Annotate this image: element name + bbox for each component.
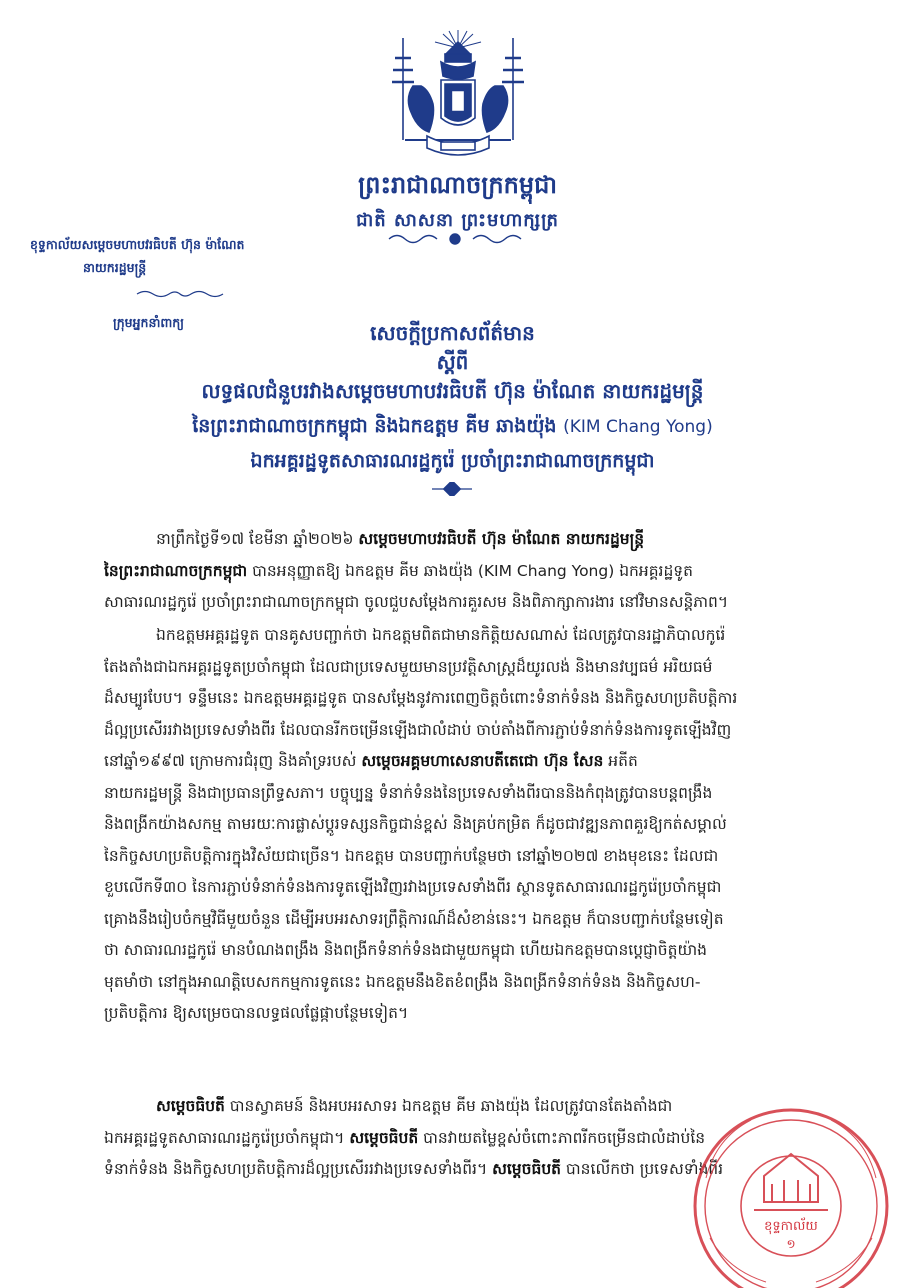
p3-l2-bold: សម្ដេចធិបតី [349, 1128, 419, 1147]
royal-coat-of-arms-emblem [383, 28, 533, 166]
official-seal-stamp [676, 1098, 905, 1288]
p3-l1-text: បានស្វាគមន៍ និងអបអរសាទរ ឯកឧត្តម គីម ឆាងយ៉ុង ដែលត្រូវបានតែងតាំងជា [224, 1097, 673, 1115]
body-paragraph-1 [104, 524, 857, 619]
office-ornament-divider [135, 289, 225, 299]
title-subject-line2-latin: (KIM Chang Yong) [563, 417, 713, 437]
kingdom-name: ព្រះរាជាណាចក្រកម្ពុជា [358, 171, 557, 199]
paragraph-2-line-10: គ្រោងនឹងរៀបចំកម្មវិធីមួយចំនួន ដើម្បីអបអរសាទរព្រឹត្តិការណ៍ដ៏សំខាន់នេះ។ ឯកឧត្តម ក៏បានបញ្ជាក់បន្ថែមទៀត [104, 909, 724, 928]
paragraph-2-line-4: ដ៏ល្អប្រសើររវាងប្រទេសទាំងពីរ ដែលបានរីកចម្រើនឡើងជាលំដាប់ ចាប់តាំងពីការភ្ជាប់ទំនាក់ទំនងការទូតឡើងវិញ [104, 720, 732, 739]
paragraph-2-line-13: ប្រតិបត្តិការ ឱ្យសម្រេចបានលទ្ធផលផ្លែផ្កាបន្ថែមទៀត។ [104, 1004, 409, 1022]
title-ornament-icon [430, 482, 474, 496]
p3-l3-bold: សម្ដេចធិបតី [492, 1160, 561, 1178]
p1-l2-bold: នៃព្រះរាជាណាចក្រកម្ពុជា [104, 561, 248, 580]
paragraph-2-line-12: មុតមាំថា នៅក្នុងអាណត្តិបេសកកម្មការទូតនេះ ឯកឧត្តមនឹងខិតខំពង្រឹង និងពង្រីកទំនាក់ទំនង និងកិច្ចសហ- [104, 972, 701, 991]
paragraph-2-line-2: តែងតាំងជាឯកអគ្គរដ្ឋទូតប្រចាំកម្ពុជា ដែលជាប្រទេសមួយមានប្រវត្តិសាស្ត្រដ៏យូរលង់ និងមានវប្បធម៌ អរិយធម៌ [104, 657, 713, 676]
p1-l1-bold: សម្ដេចមហាបវរធិបតី ហ៊ុន ម៉ាណែត នាយករដ្ឋមន្ត្រី [358, 530, 645, 548]
title-subject-line3: ឯកអគ្គរដ្ឋទូតសាធារណរដ្ឋកូរ៉េ ប្រចាំព្រះរាជាណាចក្រកម្ពុជា [250, 450, 655, 472]
paragraph-2-line-7: និងពង្រីកយ៉ាងសកម្ម តាមរយៈការផ្លាស់ប្ដូរទស្សនកិច្ចជាន់ខ្ពស់ និងគ្រប់កម្រិត ក៏ដូចជាវឌ្ឍនភាពគួរឱ្យកត់សម្គាល់ [104, 815, 727, 833]
p2-l5-bold: សម្ដេចអគ្គមហាសេនាបតីតេជោ ហ៊ុន សែន [361, 752, 604, 770]
p3-l1-bold: សម្ដេចធិបតី [156, 1097, 225, 1115]
p1-l2-text: បានអនុញ្ញាតឱ្យ ឯកឧត្តម គីម ឆាងយ៉ុង (KIM Chang Yong) ឯកអគ្គរដ្ឋទូត [247, 561, 693, 580]
document-type-title: សេចក្ដីប្រកាសព័ត៌មាន [370, 321, 535, 345]
title-regarding: ស្ដីពី [436, 350, 469, 374]
paragraph-1-line-2 [104, 556, 857, 588]
stamp-page-number: ១ [786, 1237, 796, 1251]
title-subject-line2-khmer: នៃព្រះរាជាណាចក្រកម្ពុជា និងឯកឧត្តម គីម ឆាងយ៉ុង [192, 415, 557, 437]
office-name-line2: នាយករដ្ឋមន្ត្រី [83, 260, 147, 275]
paragraph-2-line-11: ថា សាធារណរដ្ឋកូរ៉េ មានបំណងពង្រឹង និងពង្រីកទំនាក់ទំនងជាមួយកម្ពុជា ហើយឯកឧត្តមបានប្ដេជ្ញាចិត្តយ៉ាង [104, 941, 708, 959]
spokesperson-unit: ក្រុមអ្នកនាំពាក្យ [113, 315, 184, 330]
office-name-line1: ខុទ្ទកាល័យសម្ដេចមហាបវរធិបតី ហ៊ុន ម៉ាណែត [30, 237, 245, 252]
paragraph-1-line-1 [104, 524, 857, 556]
p2-l5-text-a: នៅឆ្នាំ១៩៩៧ ក្រោមការជំរុញ និងគាំទ្ររបស់ [104, 752, 362, 770]
body-paragraph-2 [104, 620, 857, 1030]
paragraph-2-line-3: ដ៏សម្បូរបែប។ ទន្ទឹមនេះ ឯកឧត្តមអគ្គរដ្ឋទូត បានសម្ដែងនូវការពេញចិត្តចំពោះទំនាក់ទំនង និងកិច្ចសហប្រតិបត្តិការ [104, 689, 738, 707]
title-subject-line1: លទ្ធផលជំនួបរវាងសម្ដេចមហាបវរធិបតី ហ៊ុន ម៉ាណែត នាយករដ្ឋមន្ត្រី [201, 379, 704, 403]
motto-ornament-divider [385, 232, 525, 246]
p2-l5-text-c: អតីត [603, 752, 638, 770]
title-subject-line2 [120, 414, 785, 442]
p3-l3-text-c: បានលើកថា ប្រទេសទាំងពីរ [561, 1160, 724, 1178]
p3-l2-text-a: ឯកអគ្គរដ្ឋទូតសាធារណរដ្ឋកូរ៉េប្រចាំកម្ពុជា។ [104, 1128, 350, 1147]
national-motto: ជាតិ សាសនា ព្រះមហាក្សត្រ [356, 210, 559, 231]
paragraph-2-line-9: ខួបលើកទី៣០ នៃការភ្ជាប់ទំនាក់ទំនងការទូតឡើងវិញរវាងប្រទេសទាំងពីរ ស្ថានទូតសាធារណរដ្ឋកូរ៉េប្រចាំកម្ពុជា [104, 878, 722, 896]
paragraph-2-line-1: ឯកឧត្តមអគ្គរដ្ឋទូត បានគូសបញ្ជាក់ថា ឯកឧត្តមពិតជាមានកិត្តិយសណាស់ ដែលត្រូវបានរដ្ឋាភិបាលកូរ៉េ [156, 626, 726, 644]
paragraph-2-line-8: នៃកិច្ចសហប្រតិបត្តិការក្នុងវិស័យជាច្រើន។ ឯកឧត្តម បានបញ្ជាក់បន្ថែមថា នៅឆ្នាំ២០២៧ ខាងមុខនេះ ដែលជា [104, 846, 719, 865]
p3-l2-text-c: បានវាយតម្លៃខ្ពស់ចំពោះភាពរីកចម្រើនជាលំដាប់នៃ [418, 1128, 706, 1147]
p1-l1-text: នាព្រឹកថ្ងៃទី១៧ ខែមីនា ឆ្នាំ២០២៦ [156, 530, 359, 548]
paragraph-2-line-5 [104, 746, 857, 778]
p3-l3-text-a: ទំនាក់ទំនង និងកិច្ចសហប្រតិបត្តិការដ៏ល្អប្រសើររវាងប្រទេសទាំងពីរ។ [104, 1160, 493, 1178]
paragraph-2-line-6: នាយករដ្ឋមន្ត្រី និងជាប្រធានព្រឹទ្ធសភា។ បច្ចុប្បន្ន ទំនាក់ទំនងនៃប្រទេសទាំងពីរបាននិងកំពុងត្រូវបានបន្តពង្រឹង [104, 783, 713, 802]
stamp-office-text: ខុទ្ទកាល័យ [764, 1219, 818, 1234]
paragraph-1-line-3: សាធារណរដ្ឋកូរ៉េ ប្រចាំព្រះរាជាណាចក្រកម្ពុជា ចូលជួបសម្ដែងការគួរសម និងពិភាក្សាការងារ នៅវិមានសន្តិភាព។ [104, 593, 729, 611]
